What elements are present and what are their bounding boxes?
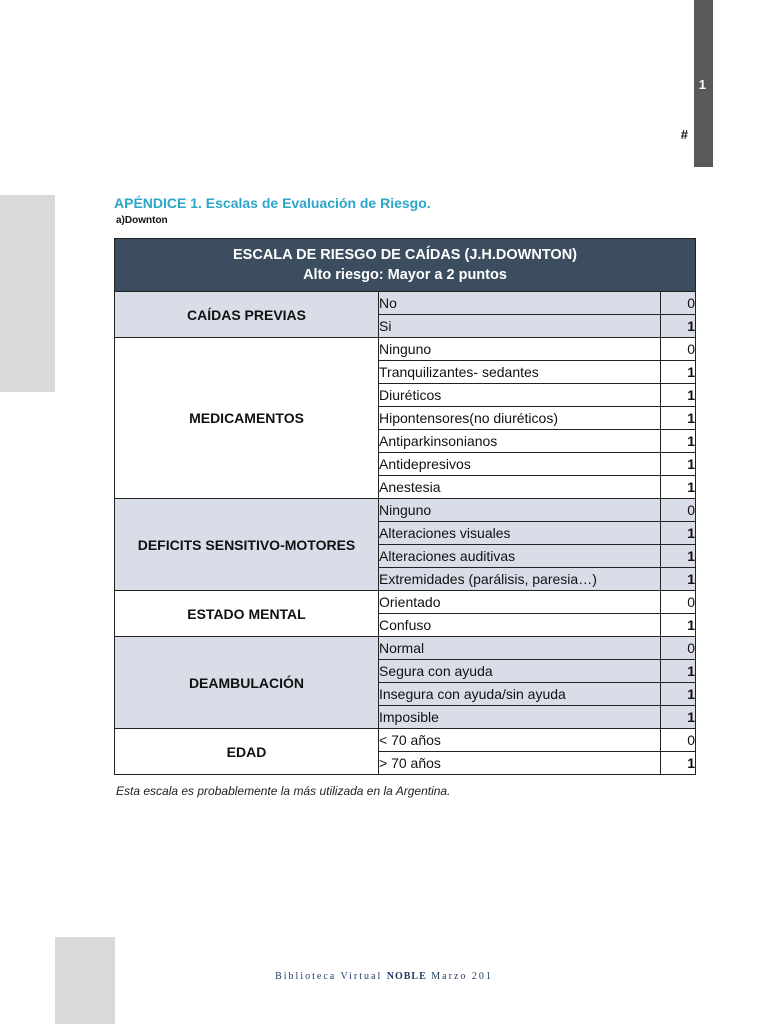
footer-brand: NOBLE	[386, 971, 427, 982]
category-cell: DEFICITS SENSITIVO-MOTORES	[115, 499, 379, 591]
option-points: 1	[661, 361, 696, 384]
page-footer	[0, 971, 768, 982]
option-points: 1	[661, 430, 696, 453]
option-label: Tranquilizantes- sedantes	[379, 361, 661, 384]
appendix-title: APÉNDICE 1. Escalas de Evaluación de Riesgo.	[114, 195, 431, 211]
category-cell: MEDICAMENTOS	[115, 338, 379, 499]
option-label: Ninguno	[379, 338, 661, 361]
option-points: 0	[661, 338, 696, 361]
option-label: No	[379, 292, 661, 315]
table-title: ESCALA DE RIESGO DE CAÍDAS (J.H.DOWNTON)	[233, 247, 577, 263]
option-points: 1	[661, 568, 696, 591]
option-label: Confuso	[379, 614, 661, 637]
option-label: Normal	[379, 637, 661, 660]
category-cell: DEAMBULACIÓN	[115, 637, 379, 729]
option-points: 1	[661, 453, 696, 476]
option-points: 0	[661, 499, 696, 522]
table-row	[115, 499, 696, 522]
table-row	[115, 591, 696, 614]
option-points: 1	[661, 752, 696, 775]
option-label: Orientado	[379, 591, 661, 614]
downton-scale-table	[114, 238, 696, 775]
option-points: 1	[661, 683, 696, 706]
option-label: < 70 años	[379, 729, 661, 752]
category-cell: ESTADO MENTAL	[115, 591, 379, 637]
option-label: Antidepresivos	[379, 453, 661, 476]
option-points: 0	[661, 591, 696, 614]
footer-suffix: Marzo 201	[426, 971, 493, 982]
footer-prefix: Biblioteca Virtual	[275, 971, 387, 982]
option-label: Segura con ayuda	[379, 660, 661, 683]
hash-mark: #	[680, 127, 688, 142]
option-points: 0	[661, 729, 696, 752]
option-label: Alteraciones auditivas	[379, 545, 661, 568]
option-points: 1	[661, 660, 696, 683]
option-label: Diuréticos	[379, 384, 661, 407]
option-points: 1	[661, 706, 696, 729]
option-label: Alteraciones visuales	[379, 522, 661, 545]
option-points: 1	[661, 614, 696, 637]
table-row	[115, 729, 696, 752]
option-points: 0	[661, 292, 696, 315]
table-subtitle: Alto riesgo: Mayor a 2 puntos	[303, 267, 507, 283]
option-points: 1	[661, 384, 696, 407]
option-label: Si	[379, 315, 661, 338]
option-points: 1	[661, 545, 696, 568]
option-points: 1	[661, 476, 696, 499]
option-label: Ninguno	[379, 499, 661, 522]
table-header	[115, 239, 696, 292]
footnote: Esta escala es probablemente la más utilizada en la Argentina.	[116, 784, 451, 798]
option-label: Extremidades (parálisis, paresia…)	[379, 568, 661, 591]
left-margin-block	[0, 195, 55, 392]
option-label: Imposible	[379, 706, 661, 729]
option-label: Antiparkinsonianos	[379, 430, 661, 453]
option-points: 1	[661, 522, 696, 545]
option-label: Hipontensores(no diuréticos)	[379, 407, 661, 430]
category-cell: EDAD	[115, 729, 379, 775]
category-cell: CAÍDAS PREVIAS	[115, 292, 379, 338]
table-row	[115, 338, 696, 361]
option-label: Anestesia	[379, 476, 661, 499]
table-row	[115, 292, 696, 315]
scale-subtitle: a)Downton	[116, 215, 168, 226]
option-points: 0	[661, 637, 696, 660]
option-label: Insegura con ayuda/sin ayuda	[379, 683, 661, 706]
table-row	[115, 637, 696, 660]
page-number: 1	[698, 77, 706, 92]
option-points: 1	[661, 315, 696, 338]
option-points: 1	[661, 407, 696, 430]
option-label: > 70 años	[379, 752, 661, 775]
table-body	[115, 292, 696, 775]
